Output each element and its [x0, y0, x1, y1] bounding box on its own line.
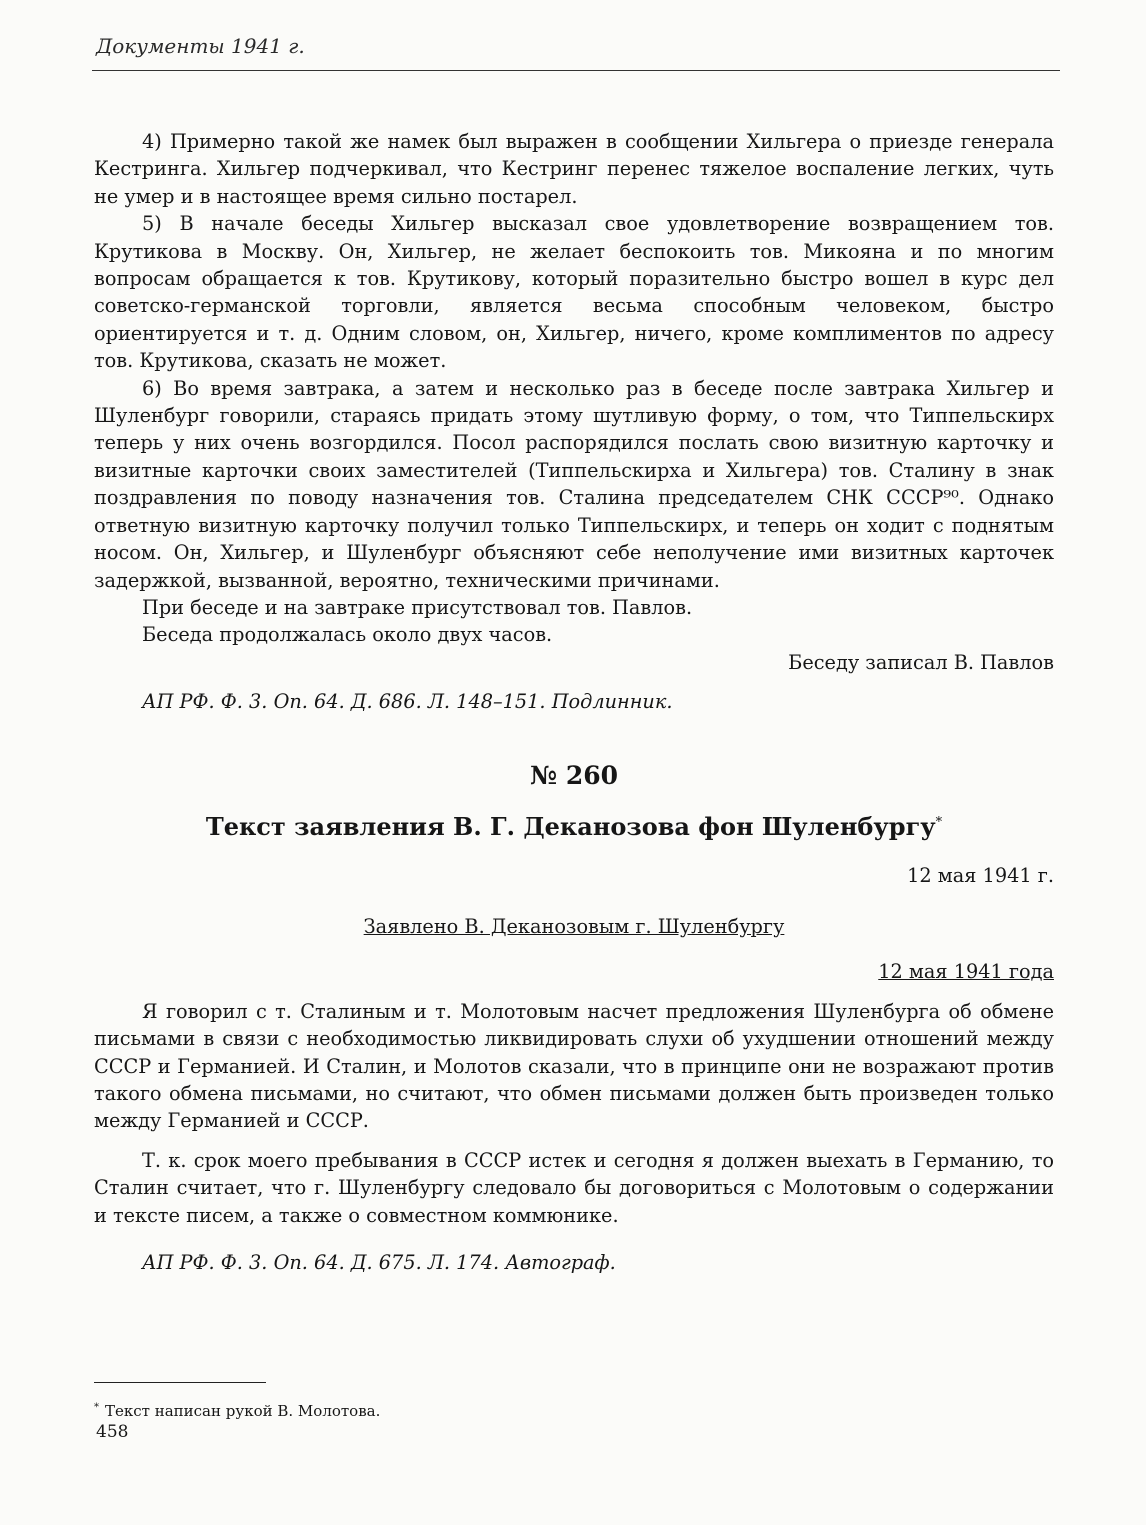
footnote-rule — [94, 1382, 266, 1383]
paragraph-5: 5) В начале беседы Хильгер высказал свое удовлетворение возвращением тов. Крутикова в Москву. Он, Хильгер, не желает беспокоить тов. Микояна и по многим вопросам обращается к тов. Крутикову, который поразительно быстро вошел в курс дел советско-германской торговли, является весьма способным человеком, быстро ориентируется и т. д. Одним словом, он, Хильгер, ничего, кроме комплиментов по адресу тов. Крутикова, сказать не может. — [94, 212, 1054, 373]
running-header: Документы 1941 г. — [96, 34, 305, 58]
footnote — [94, 1398, 380, 1421]
duration-note: Беседа продолжалась около двух часов. — [142, 623, 553, 647]
document-archive-reference: АП РФ. Ф. 3. Оп. 64. Д. 675. Л. 174. Автограф. — [142, 1251, 616, 1274]
statement-paragraph-2: Т. к. срок моего пребывания в СССР истек и сегодня я должен выехать в Германию, то Сталин считает, что г. Шуленбургу следовало бы договориться с Молотовым о содержании и тексте писем, а также о совместном коммюнике. — [94, 1148, 1054, 1227]
footnote-reference: * — [935, 814, 943, 830]
archive-reference: АП РФ. Ф. 3. Оп. 64. Д. 686. Л. 148–151. Подлинник. — [142, 690, 673, 714]
declared-line: Заявлено В. Деканозовым г. Шуленбургу — [363, 914, 785, 938]
declared-date: 12 мая 1941 года — [878, 960, 1054, 984]
footnote-mark: * — [94, 1402, 99, 1413]
signature: Беседу записал В. Павлов — [788, 650, 1054, 674]
document-date: 12 мая 1941 г. — [907, 863, 1054, 887]
document-number: № 260 — [529, 760, 619, 790]
footnote-text: Текст написан рукой В. Молотова. — [105, 1402, 381, 1420]
paragraph-4: 4) Примерно такой же намек был выражен в сообщении Хильгера о приезде генерала Кестринга. Хильгер подчеркивал, что Кестринг перенес тяжелое воспаление легких, чуть не умер и в настоящее время сильно постарел. — [94, 130, 1054, 208]
document-title-text: Текст заявления В. Г. Деканозова фон Шуленбургу — [205, 811, 936, 841]
header-rule — [92, 70, 1060, 71]
page-number: 458 — [96, 1422, 129, 1442]
page-body — [94, 128, 1054, 1276]
attendance-note: При беседе и на завтраке присутствовал тов. Павлов. — [142, 595, 693, 619]
document-title — [94, 808, 1054, 842]
paragraph-6: 6) Во время завтрака, а затем и несколько раз в беседе после завтрака Хильгер и Шуленбург говорили, стараясь придать этому шутливую форму, о том, что Типпельскирх теперь у них очень возгордился. Посол распорядился послать свою визитную карточку и визитные карточки своих заместителей (Типпельскирха и Хильгера) тов. Сталину в знак поздравления по поводу назначения тов. Сталина председателем СНК СССР⁹⁰. Однако ответную визитную карточку получил только Типпельскирх, и теперь он ходит с поднятым носом. Он, Хильгер, и Шуленбург объясняют себе неполучение ими визитных карточек задержкой, вызванной, вероятно, техническими причинами. — [94, 376, 1054, 592]
statement-paragraph-1: Я говорил с т. Сталиным и т. Молотовым насчет предложения Шуленбурга об обмене письмами в связи с необходимостью ликвидировать слухи об ухудшении отношений между СССР и Германией. И Сталин, и Молотов сказали, что в принципе они не возражают против такого обмена письмами, но считают, что обмен письмами должен быть произведен только между Германией и СССР. — [94, 999, 1054, 1133]
